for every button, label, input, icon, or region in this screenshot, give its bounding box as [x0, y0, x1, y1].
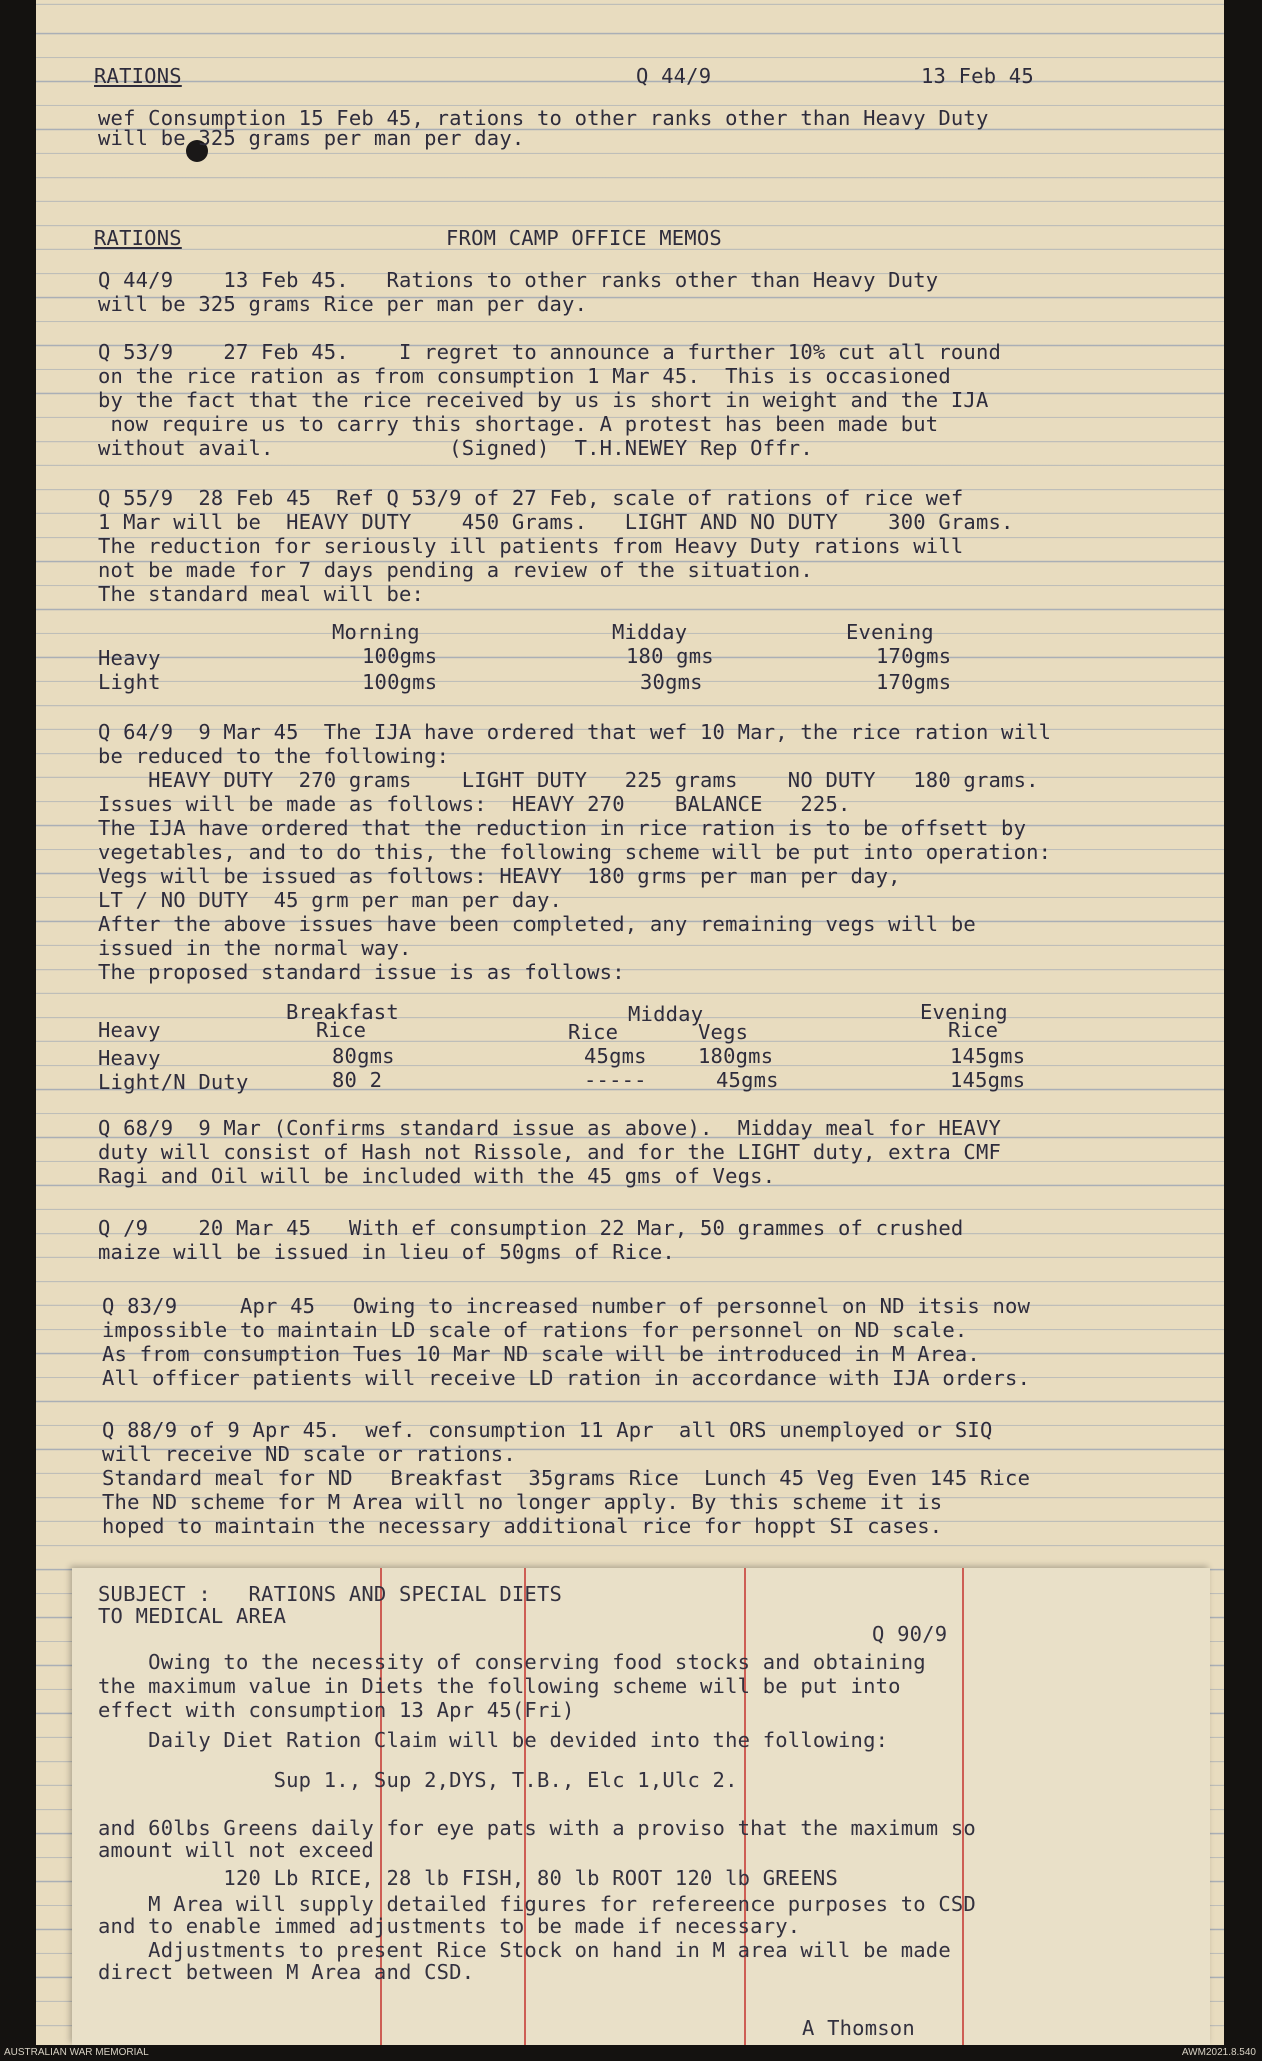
q55-line: The standard meal will be: [98, 582, 425, 606]
q83-line: Q 83/9 Apr 45 Owing to increased number of personnel on ND itsis now [102, 1294, 1031, 1318]
memos-subtitle: FROM CAMP OFFICE MEMOS [446, 226, 722, 250]
slip-line: the maximum value in Diets the following scheme will be put into [98, 1674, 901, 1698]
q53-line: Q 53/9 27 Feb 45. I regret to announce a further 10% cut all round [98, 340, 1002, 364]
table1-row-label: Light [98, 670, 161, 694]
q88-line: Q 88/9 of 9 Apr 45. wef. consumption 11 Apr all ORS unemployed or SIQ [102, 1418, 993, 1442]
table2-cell: 145gms [950, 1044, 1026, 1068]
q64-line: vegetables, and to do this, the following scheme will be put into operation: [98, 840, 1052, 864]
q64-line: Q 64/9 9 Mar 45 The IJA have ordered that wef 10 Mar, the rice ration will [98, 720, 1052, 744]
table2-cell: 145gms [950, 1068, 1026, 1092]
slip-line: Daily Diet Ration Claim will be devided into the following: [98, 1728, 889, 1752]
q68-line: duty will consist of Hash not Rissole, and for the LIGHT duty, extra CMF [98, 1140, 1002, 1164]
table1-header: Evening [846, 620, 934, 644]
slip-line: direct between M Area and CSD. [98, 1960, 475, 1984]
slip-line: Owing to the necessity of conserving food stocks and obtaining [98, 1650, 926, 1674]
table1-cell: 100gms [362, 644, 438, 668]
q88-line: The ND scheme for M Area will no longer apply. By this scheme it is [102, 1490, 943, 1514]
table2-row-label: Heavy [98, 1046, 161, 1070]
slip-line: Adjustments to present Rice Stock on hand in M area will be made [98, 1938, 951, 1962]
q55-line: Q 55/9 28 Feb 45 Ref Q 53/9 of 27 Feb, scale of rations of rice wef [98, 486, 964, 510]
q88-line: Standard meal for ND Breakfast 35grams Rice Lunch 45 Veg Even 145 Rice [102, 1466, 1031, 1490]
slip-subject: SUBJECT : RATIONS AND SPECIAL DIETS [98, 1582, 563, 1606]
table1-row-label: Heavy [98, 646, 161, 670]
q53-line: by the fact that the rice received by us is short in weight and the IJA [98, 388, 989, 412]
q64-line: Issues will be made as follows: HEAVY 270 BALANCE 225. [98, 792, 851, 816]
table2-cell: 80 2 [332, 1068, 383, 1092]
table2-cell: ----- [584, 1068, 647, 1092]
table2-cell: 180gms [698, 1044, 774, 1068]
slip-line: and 60lbs Greens daily for eye pats with a proviso that the maximum so [98, 1816, 976, 1840]
table1-header: Midday [612, 620, 688, 644]
table2-sub-header: Rice [568, 1020, 619, 1044]
q83-line: As from consumption Tues 10 Mar ND scale will be introduced in M Area. [102, 1342, 980, 1366]
header-line-2: will be 325 grams per man per day. [98, 126, 525, 150]
q-20mar-line: Q /9 20 Mar 45 With ef consumption 22 Mar, 50 grammes of crushed [98, 1216, 964, 1240]
table2-corner: Heavy [98, 1018, 161, 1042]
table1-cell: 30gms [640, 670, 703, 694]
slip-subject-line-2: TO MEDICAL AREA [98, 1604, 287, 1628]
table2-group-header: Evening [920, 1000, 1008, 1024]
header-title: RATIONS [94, 64, 182, 88]
header-ref: Q 44/9 [636, 64, 712, 88]
slip-line: Sup 1., Sup 2,DYS, T.B., Elc 1,Ulc 2. [98, 1768, 738, 1792]
red-ruling-line [524, 1568, 526, 2045]
table1-header: Morning [332, 620, 420, 644]
slip-ref: Q 90/9 [872, 1622, 948, 1646]
footer-accession: AWM2021.8.540 [1181, 2047, 1256, 2058]
attached-memo-slip [72, 1568, 1210, 2045]
q64-line: be reduced to the following: [98, 744, 450, 768]
q55-line: 1 Mar will be HEAVY DUTY 450 Grams. LIGHT AND NO DUTY 300 Grams. [98, 510, 1014, 534]
red-ruling-line [962, 1568, 964, 2045]
q44-line: will be 325 grams Rice per man per day. [98, 292, 588, 316]
memos-title: RATIONS [94, 226, 182, 250]
table2-sub-header: Rice [316, 1018, 367, 1042]
q53-line: without avail. (Signed) T.H.NEWEY Rep Offr. [98, 436, 813, 460]
table1-cell: 100gms [362, 670, 438, 694]
slip-signature: A Thomson [802, 2016, 915, 2040]
q64-line: Vegs will be issued as follows: HEAVY 180 grms per man per day, [98, 864, 901, 888]
table2-group-header: Midday [628, 1002, 704, 1026]
slip-line: and to enable immed adjustments to be made if necessary. [98, 1914, 801, 1938]
table1-cell: 170gms [876, 670, 952, 694]
table2-row-label: Light/N Duty [98, 1070, 249, 1094]
archive-footer [0, 2045, 1262, 2061]
q55-line: not be made for 7 days pending a review of the situation. [98, 558, 813, 582]
slip-line: 120 Lb RICE, 28 lb FISH, 80 lb ROOT 120 lb GREENS [98, 1866, 838, 1890]
q64-line: The IJA have ordered that the reduction in rice ration is to be offsett by [98, 816, 1027, 840]
q53-line: now require us to carry this shortage. A protest has been made but [98, 412, 939, 436]
table1-cell: 170gms [876, 644, 952, 668]
q68-line: Q 68/9 9 Mar (Confirms standard issue as above). Midday meal for HEAVY [98, 1116, 1002, 1140]
q83-line: All officer patients will receive LD ration in accordance with IJA orders. [102, 1366, 1031, 1390]
header-date: 13 Feb 45 [921, 64, 1034, 88]
q83-line: impossible to maintain LD scale of rations for personnel on ND scale. [102, 1318, 968, 1342]
slip-line: M Area will supply detailed figures for refereence purposes to CSD [98, 1892, 976, 1916]
red-ruling-line [744, 1568, 746, 2045]
slip-line: effect with consumption 13 Apr 45(Fri) [98, 1698, 575, 1722]
q64-line: LT / NO DUTY 45 grm per man per day. [98, 888, 563, 912]
header-line-1: wef Consumption 15 Feb 45, rations to other ranks other than Heavy Duty [98, 106, 989, 130]
table2-sub-header: Rice [948, 1018, 999, 1042]
q64-line: After the above issues have been completed, any remaining vegs will be [98, 912, 976, 936]
document-sheet [36, 0, 1224, 2045]
table2-cell: 80gms [332, 1044, 395, 1068]
q68-line: Ragi and Oil will be included with the 45 gms of Vegs. [98, 1164, 776, 1188]
footer-credit: AUSTRALIAN WAR MEMORIAL [4, 2047, 149, 2058]
q64-line: issued in the normal way. [98, 936, 412, 960]
q88-line: will receive ND scale or rations. [102, 1442, 516, 1466]
table1-cell: 180 gms [626, 644, 714, 668]
q88-line: hoped to maintain the necessary additional rice for hoppt SI cases. [102, 1514, 943, 1538]
slip-line: amount will not exceed [98, 1838, 374, 1862]
q-20mar-line: maize will be issued in lieu of 50gms of Rice. [98, 1240, 675, 1264]
q44-line: Q 44/9 13 Feb 45. Rations to other ranks other than Heavy Duty [98, 268, 939, 292]
table2-cell: 45gms [584, 1044, 647, 1068]
q53-line: on the rice ration as from consumption 1 Mar 45. This is occasioned [98, 364, 951, 388]
q64-line: HEAVY DUTY 270 grams LIGHT DUTY 225 grams NO DUTY 180 grams. [98, 768, 1039, 792]
table2-cell: 45gms [716, 1068, 779, 1092]
q64-line: The proposed standard issue is as follows: [98, 960, 625, 984]
q55-line: The reduction for seriously ill patients from Heavy Duty rations will [98, 534, 964, 558]
table2-sub-header: Vegs [698, 1020, 749, 1044]
table2-group-header: Breakfast [286, 1000, 399, 1024]
